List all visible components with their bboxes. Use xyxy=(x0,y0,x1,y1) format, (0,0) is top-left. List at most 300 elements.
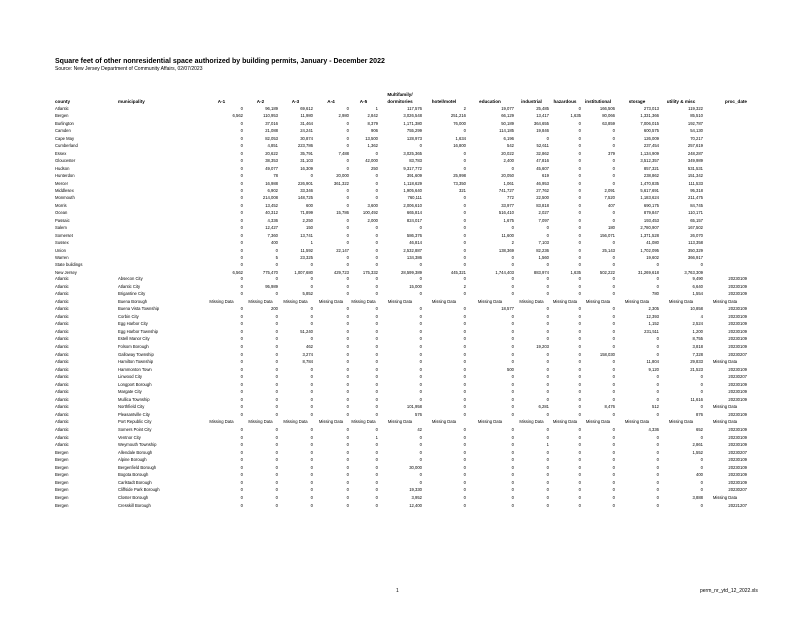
municipality-row-cell-utility: 0 xyxy=(700,457,703,463)
municipality-row-cell-proc-date: 20230109 xyxy=(728,479,747,485)
municipality-row-cell-proc-date: 20230109 xyxy=(728,434,747,440)
municipality-row-cell-utility: 6,640 xyxy=(692,283,703,289)
county-row-cell-a4: 0 xyxy=(346,135,349,141)
county-row-cell-a2: 4,851 xyxy=(267,143,278,149)
municipality-row-cell-a5: 0 xyxy=(375,313,378,319)
municipality-row-cell-a1: 0 xyxy=(240,479,243,485)
county-row-cell-a4: 0 xyxy=(346,165,349,171)
county-row-cell-industrial: 19,846 xyxy=(536,128,549,134)
municipality-row-cell-municipality: Bogota Borough xyxy=(118,472,149,478)
county-row-cell-county: Ocean xyxy=(55,210,68,216)
county-row-cell-a4: 0 xyxy=(346,106,349,111)
municipality-row-cell-a3: 0 xyxy=(310,411,313,417)
municipality-row-cell-a5: 0 xyxy=(375,404,378,410)
county-row-cell-institutional: 0 xyxy=(612,165,615,171)
municipality-row-cell-industrial: 0 xyxy=(546,381,549,387)
municipality-row-cell-education: 0 xyxy=(511,359,514,365)
municipality-row-cell-hotel: 0 xyxy=(463,411,466,417)
municipality-row-cell-hazardous: 0 xyxy=(578,479,581,485)
county-row-cell-county: Cumberland xyxy=(55,143,78,149)
column-header-industrial: industrial xyxy=(521,99,542,104)
municipality-row-cell-a3: 3,274 xyxy=(302,351,313,357)
document-title: Square feet of other nonresidential space authorized by building permits, January - December 2022 xyxy=(55,58,385,65)
county-row-cell-utility: 95,318 xyxy=(690,187,703,193)
municipality-row-cell-education: 0 xyxy=(511,396,514,402)
municipality-row-cell-a4: 0 xyxy=(346,396,349,402)
county-row-cell-a4: 0 xyxy=(346,262,349,268)
municipality-row-cell-a3: 462 xyxy=(306,343,313,349)
county-row-cell-industrial: 1,560 xyxy=(538,255,549,260)
municipality-row-cell-a2: 95,989 xyxy=(265,283,278,289)
county-row-cell-a4: 0 xyxy=(346,225,349,231)
county-row-cell-a2: 7,360 xyxy=(267,232,278,238)
municipality-row-cell-a4: Missing Data xyxy=(318,419,344,425)
county-row-cell-a2: 12,427 xyxy=(265,225,278,231)
municipality-row-cell-a5: 0 xyxy=(375,343,378,349)
municipality-row-cell-education: 0 xyxy=(511,276,514,281)
county-row-cell-a3: 30,874 xyxy=(300,135,313,141)
county-row-cell-utility: 54,130 xyxy=(690,128,703,134)
county-row-cell-a1: 0 xyxy=(240,195,243,201)
municipality-row-cell-storage: 512 xyxy=(652,404,659,410)
municipality-row-cell-hotel: Missing Data xyxy=(431,298,457,304)
county-row-cell-education: 50,189 xyxy=(501,120,514,126)
county-row-cell-a2: 214,008 xyxy=(262,195,278,201)
county-row-cell-a1: 0 xyxy=(240,173,243,179)
county-row-cell-multifamily: 1,905,640 xyxy=(403,187,422,193)
municipality-row-cell-education: 0 xyxy=(511,479,514,485)
municipality-row-cell-municipality: Folsom Borough xyxy=(118,343,149,349)
municipality-row-cell-a4: 0 xyxy=(346,502,349,508)
municipality-row-cell-a4: 0 xyxy=(346,487,349,493)
county-row-cell-a1: 0 xyxy=(240,165,243,171)
municipality-row-cell-municipality: Longport Borough xyxy=(118,381,152,387)
county-row-cell-hotel: 0 xyxy=(463,255,466,260)
county-row-cell-hazardous: 0 xyxy=(578,225,581,231)
county-row-cell-hotel: 0 xyxy=(463,262,466,268)
municipality-row-cell-a1: 0 xyxy=(240,374,243,380)
municipality-row-cell-institutional: 0 xyxy=(612,464,615,470)
municipality-row-cell-hazardous: 0 xyxy=(578,502,581,508)
municipality-row-cell-utility: 0 xyxy=(700,374,703,380)
county-row-cell-institutional: 180 xyxy=(608,225,615,231)
municipality-row-cell-a1: 0 xyxy=(240,321,243,327)
municipality-row-cell-utility: 4 xyxy=(700,313,703,319)
municipality-row-cell-a1: 0 xyxy=(240,404,243,410)
municipality-row-cell-a3: 0 xyxy=(310,381,313,387)
county-row-cell-multifamily: 665,814 xyxy=(406,210,422,216)
municipality-row-cell-institutional: 0 xyxy=(612,494,615,500)
county-row-cell-a3: 1,007,680 xyxy=(294,269,313,275)
county-row-cell-storage: 273,013 xyxy=(643,106,659,111)
municipality-row-cell-education: 0 xyxy=(511,494,514,500)
county-row-cell-utility: 113,358 xyxy=(688,240,703,246)
county-row-cell-education: 20,050 xyxy=(501,173,514,179)
county-row-cell-county: Sussex xyxy=(55,240,69,246)
municipality-row-cell-a4: 0 xyxy=(346,389,349,395)
municipality-row-cell-hazardous: 0 xyxy=(578,434,581,440)
municipality-row-cell-municipality: Egg Harbor Township xyxy=(118,328,158,334)
municipality-row-cell-multifamily: 576 xyxy=(415,411,422,417)
municipality-row-cell-institutional: 0 xyxy=(612,359,615,365)
county-row-cell-county: Warren xyxy=(55,255,69,260)
municipality-row-cell-a3: 8,784 xyxy=(302,359,313,365)
county-row-cell-multifamily: 1,118,629 xyxy=(403,180,422,186)
municipality-row-cell-a3: Missing Data xyxy=(283,298,308,304)
municipality-row-cell-hazardous: 0 xyxy=(578,283,581,289)
municipality-row-cell-multifamily: Missing Data xyxy=(387,419,413,425)
municipality-row-cell-education: 0 xyxy=(511,442,514,448)
county-row-cell-storage: 31,269,618 xyxy=(638,269,659,275)
municipality-row-cell-a5: 1 xyxy=(375,434,378,440)
municipality-row-cell-hotel: 0 xyxy=(463,276,466,281)
municipality-row-cell-a5: 0 xyxy=(375,283,378,289)
municipality-row-cell-a5: 0 xyxy=(375,502,378,508)
county-row-cell-a2: 5 xyxy=(275,255,278,260)
municipality-row-cell-hotel: 0 xyxy=(463,442,466,448)
county-row-cell-utility: 350,329 xyxy=(687,247,703,253)
municipality-row-cell-county: Bergen xyxy=(55,472,69,478)
county-row-cell-multifamily: 586,376 xyxy=(406,232,422,238)
county-row-cell-a2: 82,053 xyxy=(265,135,278,141)
municipality-row-cell-hotel: 0 xyxy=(463,366,466,372)
municipality-row-cell-storage: 0 xyxy=(656,336,659,342)
county-row-cell-education: 66,129 xyxy=(501,113,514,119)
municipality-row-cell-hazardous: 0 xyxy=(578,336,581,342)
municipality-row-cell-a2: 0 xyxy=(275,313,278,319)
municipality-row-cell-county: Atlantic xyxy=(55,411,69,417)
municipality-row-cell-industrial: 0 xyxy=(546,396,549,402)
county-row-cell-industrial: 45,607 xyxy=(536,165,549,171)
municipality-row-cell-hotel: 0 xyxy=(463,306,466,312)
municipality-row-cell-county: Atlantic xyxy=(55,351,69,357)
county-row-cell-county: Mercer xyxy=(55,180,69,186)
county-row-cell-storage: 600,575 xyxy=(643,128,659,134)
county-row-cell-a1: 0 xyxy=(240,150,243,156)
municipality-row-cell-a1: 0 xyxy=(240,291,243,297)
municipality-row-cell-a1: 0 xyxy=(240,449,243,455)
county-row-cell-industrial: 52,611 xyxy=(536,143,549,149)
municipality-row-cell-multifamily: 0 xyxy=(419,389,422,395)
municipality-row-cell-hazardous: 0 xyxy=(578,487,581,493)
municipality-row-cell-industrial: 0 xyxy=(546,464,549,470)
municipality-row-cell-county: Atlantic xyxy=(55,434,69,440)
municipality-row-cell-hotel: 0 xyxy=(463,381,466,387)
municipality-row-cell-a2: 0 xyxy=(275,321,278,327)
municipality-row-cell-a5: 0 xyxy=(375,374,378,380)
municipality-row-cell-proc-date: Missing Data xyxy=(712,359,738,365)
municipality-row-cell-a5: 0 xyxy=(375,366,378,372)
county-row-cell-hazardous: 1,635 xyxy=(570,269,581,275)
municipality-row-cell-municipality: Bergenfield Borough xyxy=(118,464,157,470)
county-row-cell-education: 114,185 xyxy=(499,128,514,134)
municipality-row-cell-a1: 0 xyxy=(240,442,243,448)
county-row-cell-hotel: 25,998 xyxy=(453,173,466,179)
county-row-cell-a4: 0 xyxy=(346,128,349,134)
county-row-cell-a2: 96,189 xyxy=(265,106,278,111)
municipality-row-cell-a1: 0 xyxy=(240,328,243,334)
county-row-cell-hotel: 0 xyxy=(463,128,466,134)
county-row-cell-a5: 42,000 xyxy=(365,158,378,164)
municipality-row-cell-hotel: 0 xyxy=(463,449,466,455)
municipality-row-cell-a2: 0 xyxy=(275,276,278,281)
county-row-cell-a1: 0 xyxy=(240,232,243,238)
county-row-cell-institutional: 0 xyxy=(612,128,615,134)
municipality-row-cell-a4: 0 xyxy=(346,381,349,387)
county-row-cell-education: 0 xyxy=(511,255,514,260)
municipality-row-cell-multifamily: 0 xyxy=(419,457,422,463)
municipality-row-cell-storage: 2,305 xyxy=(648,306,659,312)
municipality-row-cell-institutional: 0 xyxy=(612,427,615,432)
municipality-row-cell-municipality: Somers Point City xyxy=(118,427,152,432)
municipality-row-cell-a1: 0 xyxy=(240,359,243,365)
municipality-row-cell-multifamily: 0 xyxy=(419,291,422,297)
municipality-row-cell-municipality: Buena Vista Township xyxy=(118,306,160,312)
municipality-row-cell-industrial: 0 xyxy=(546,389,549,395)
municipality-row-cell-proc-date: 20230109 xyxy=(728,411,747,417)
municipality-row-cell-hazardous: 0 xyxy=(578,411,581,417)
county-row-cell-a1: 0 xyxy=(240,210,243,216)
column-header-proc-date: proc_date xyxy=(725,99,747,104)
municipality-row-cell-education: 0 xyxy=(511,404,514,410)
county-row-cell-hotel: 0 xyxy=(463,202,466,208)
municipality-row-cell-utility: 876 xyxy=(696,411,703,417)
county-row-cell-institutional: 2,091 xyxy=(604,187,615,193)
county-row-cell-a5: 250 xyxy=(371,165,378,171)
municipality-row-cell-storage: 0 xyxy=(656,449,659,455)
municipality-row-cell-a1: 0 xyxy=(240,434,243,440)
county-row-cell-a5: 0 xyxy=(375,240,378,246)
municipality-row-cell-education: 0 xyxy=(511,381,514,387)
municipality-row-cell-industrial: 0 xyxy=(546,359,549,365)
county-row-cell-utility: 211,475 xyxy=(688,195,703,201)
county-row-cell-institutional: 63,859 xyxy=(602,120,615,126)
county-row-cell-a5: 175,332 xyxy=(362,269,378,275)
municipality-row-cell-education: 0 xyxy=(511,321,514,327)
county-row-cell-utility: 110,171 xyxy=(688,210,703,216)
municipality-row-cell-hotel: 0 xyxy=(463,472,466,478)
county-row-cell-utility: 70,217 xyxy=(690,135,703,141)
county-row-cell-county: Salem xyxy=(55,225,67,231)
municipality-row-cell-institutional: 0 xyxy=(612,291,615,297)
county-row-cell-a3: 16,309 xyxy=(300,165,313,171)
county-row-cell-utility: 192,787 xyxy=(687,120,703,126)
municipality-row-cell-a1: 0 xyxy=(240,464,243,470)
county-row-cell-a1: 0 xyxy=(240,106,243,111)
municipality-row-cell-storage: 0 xyxy=(656,343,659,349)
municipality-row-cell-municipality: Ventnor City xyxy=(118,434,141,440)
county-row-cell-hazardous: 0 xyxy=(578,120,581,126)
municipality-row-cell-proc-date: 20230109 xyxy=(728,464,747,470)
county-row-cell-institutional: 0 xyxy=(612,173,615,179)
municipality-row-cell-a4: 0 xyxy=(346,351,349,357)
county-row-cell-industrial: 0 xyxy=(546,225,549,231)
municipality-row-cell-institutional: 0 xyxy=(612,336,615,342)
county-row-cell-industrial: 25,485 xyxy=(536,106,549,111)
municipality-row-cell-storage: 0 xyxy=(656,457,659,463)
county-row-cell-hotel: 0 xyxy=(463,150,466,156)
county-row-cell-a3: 24,241 xyxy=(300,128,313,134)
municipality-row-cell-a2: 0 xyxy=(275,502,278,508)
municipality-row-cell-proc-date: 20230109 xyxy=(728,321,747,327)
county-row-cell-hotel: 321 xyxy=(459,187,466,193)
municipality-row-cell-municipality: Absecon City xyxy=(118,276,143,281)
county-row-cell-education: 1,675 xyxy=(503,217,514,223)
municipality-row-cell-storage: 231,511 xyxy=(644,328,659,334)
county-row-cell-multifamily: 3,025,365 xyxy=(403,150,422,156)
municipality-row-cell-hotel: 0 xyxy=(463,313,466,319)
municipality-row-cell-hotel: 0 xyxy=(463,336,466,342)
municipality-row-cell-a3: 0 xyxy=(310,487,313,493)
municipality-row-cell-education: 0 xyxy=(511,502,514,508)
county-row-cell-hotel: 251,216 xyxy=(450,113,466,119)
municipality-row-cell-institutional: 0 xyxy=(612,381,615,387)
municipality-row-cell-county: Atlantic xyxy=(55,359,69,365)
municipality-row-cell-a4: 0 xyxy=(346,343,349,349)
municipality-row-cell-storage: 11,804 xyxy=(646,359,659,365)
county-row-cell-multifamily: 3,026,548 xyxy=(403,113,422,119)
county-row-cell-hotel: 445,321 xyxy=(450,269,466,275)
municipality-row-cell-storage: 0 xyxy=(656,442,659,448)
county-row-cell-multifamily: 760,111 xyxy=(407,195,422,201)
county-row-cell-education: 33,977 xyxy=(501,202,514,208)
county-row-cell-institutional: 379 xyxy=(608,150,615,156)
county-row-cell-a3: 33,346 xyxy=(300,187,313,193)
county-row-cell-a2: 110,953 xyxy=(263,113,278,119)
county-row-cell-a3: 13,741 xyxy=(300,232,313,238)
municipality-row-cell-industrial: 0 xyxy=(546,411,549,417)
municipality-row-cell-hotel: 0 xyxy=(463,343,466,349)
municipality-row-cell-hotel: 0 xyxy=(463,389,466,395)
county-row-cell-education: 741,727 xyxy=(498,187,514,193)
county-row-cell-multifamily: 0 xyxy=(419,262,422,268)
municipality-row-cell-proc-date: 20230109 xyxy=(728,343,747,349)
municipality-row-cell-hazardous: 0 xyxy=(578,494,581,500)
county-row-cell-a1: 0 xyxy=(240,217,243,223)
county-row-cell-hotel: 0 xyxy=(463,232,466,238)
county-row-cell-industrial: 46,953 xyxy=(536,180,549,186)
municipality-row-cell-a5: Missing Data xyxy=(351,298,376,304)
municipality-row-cell-education: 0 xyxy=(511,389,514,395)
municipality-row-cell-county: Atlantic xyxy=(55,283,69,289)
municipality-row-cell-utility: 0 xyxy=(700,502,703,508)
county-row-cell-storage: 1,371,528 xyxy=(640,232,659,238)
municipality-row-cell-proc-date: Missing Data xyxy=(712,298,738,304)
municipality-row-cell-proc-date: 20221207 xyxy=(728,502,747,508)
municipality-row-cell-hazardous: 0 xyxy=(578,321,581,327)
municipality-row-cell-utility: 1,200 xyxy=(692,328,703,334)
municipality-row-cell-hotel: 0 xyxy=(463,374,466,380)
municipality-row-cell-institutional: 0 xyxy=(612,479,615,485)
municipality-row-cell-education: Missing Data xyxy=(477,419,503,425)
municipality-row-cell-multifamily: 42 xyxy=(417,427,422,432)
municipality-row-cell-county: Bergen xyxy=(55,502,69,508)
county-row-cell-education: 1,744,403 xyxy=(495,269,514,275)
county-row-cell-multifamily: 117,576 xyxy=(407,106,422,111)
county-row-cell-a3: 31,464 xyxy=(300,120,313,126)
municipality-row-cell-county: Atlantic xyxy=(55,328,69,334)
municipality-row-cell-proc-date: 20230207 xyxy=(728,351,747,357)
municipality-row-cell-industrial: 0 xyxy=(546,494,549,500)
municipality-row-cell-multifamily: 101,958 xyxy=(406,404,422,410)
municipality-row-cell-municipality: Northfield City xyxy=(118,404,145,410)
county-row-cell-utility: 26,070 xyxy=(690,232,703,238)
county-row-cell-a2: 40,312 xyxy=(265,210,278,216)
municipality-row-cell-county: Atlantic xyxy=(55,291,69,297)
municipality-row-cell-storage: 0 xyxy=(656,464,659,470)
municipality-row-cell-hotel: 0 xyxy=(463,487,466,493)
county-row-cell-a5: 0 xyxy=(375,232,378,238)
county-row-cell-institutional: 7,520 xyxy=(604,195,615,201)
municipality-row-cell-municipality: Port Republic City xyxy=(118,419,152,425)
municipality-row-cell-proc-date: 20230109 xyxy=(728,396,747,402)
municipality-row-cell-multifamily: 0 xyxy=(419,442,422,448)
municipality-row-cell-hotel: 0 xyxy=(463,457,466,463)
column-header-education: education xyxy=(479,99,501,104)
county-row-cell-storage: 7,006,015 xyxy=(640,120,659,126)
municipality-row-cell-a2: 0 xyxy=(275,396,278,402)
municipality-row-cell-a4: 0 xyxy=(346,336,349,342)
municipality-row-cell-hazardous: 0 xyxy=(578,366,581,372)
county-row-cell-education: 2 xyxy=(511,240,514,246)
municipality-row-cell-proc-date: 20230109 xyxy=(728,427,747,432)
municipality-row-cell-a3: 0 xyxy=(310,479,313,485)
county-row-cell-a1: 0 xyxy=(240,262,243,268)
county-row-cell-education: 6,196 xyxy=(503,135,514,141)
county-row-cell-a3: 223,786 xyxy=(297,143,313,149)
municipality-row-cell-education: 0 xyxy=(511,351,514,357)
municipality-row-cell-industrial: 0 xyxy=(546,502,549,508)
municipality-row-cell-a2: 0 xyxy=(275,359,278,365)
column-header-multifamily-line1: Multifamily/ xyxy=(387,92,413,97)
municipality-row-cell-utility: 1,552 xyxy=(692,449,703,455)
document-source: Source: New Jersey Department of Community Affairs, 02/07/2023 xyxy=(55,66,203,72)
municipality-row-cell-a2: 0 xyxy=(275,479,278,485)
municipality-row-cell-education: 0 xyxy=(511,374,514,380)
county-row-cell-county: Union xyxy=(55,247,66,253)
municipality-row-cell-utility: 1,554 xyxy=(692,291,703,297)
municipality-row-cell-a4: 0 xyxy=(346,434,349,440)
municipality-row-cell-industrial: 0 xyxy=(546,351,549,357)
municipality-row-cell-hazardous: 0 xyxy=(578,449,581,455)
county-row-cell-hazardous: 0 xyxy=(578,150,581,156)
municipality-row-cell-a4: 0 xyxy=(346,479,349,485)
municipality-row-cell-institutional: 8,476 xyxy=(604,404,615,410)
municipality-row-cell-a1: 0 xyxy=(240,487,243,493)
municipality-row-cell-institutional: 0 xyxy=(612,449,615,455)
county-row-cell-education: 138,369 xyxy=(498,247,514,253)
municipality-row-cell-a3: 0 xyxy=(310,434,313,440)
county-row-cell-a5: 0 xyxy=(375,195,378,201)
municipality-row-cell-multifamily: 0 xyxy=(419,321,422,327)
county-row-cell-county: Gloucester xyxy=(55,158,76,164)
county-row-cell-industrial: 0 xyxy=(546,135,549,141)
municipality-row-cell-hotel: 0 xyxy=(463,502,466,508)
municipality-row-cell-municipality: Hamilton Township xyxy=(118,359,154,365)
county-row-cell-a4: 0 xyxy=(346,217,349,223)
county-row-cell-multifamily: 0 xyxy=(419,143,422,149)
county-row-cell-hotel: 0 xyxy=(463,158,466,164)
county-row-cell-storage: 1,134,909 xyxy=(640,150,659,156)
county-row-cell-a4: 361,322 xyxy=(333,180,349,186)
county-row-cell-institutional: 0 xyxy=(612,180,615,186)
column-header-a4: A-4 xyxy=(327,99,335,104)
municipality-row-cell-a5: 0 xyxy=(375,449,378,455)
county-row-cell-a3: 31,103 xyxy=(300,158,313,164)
municipality-row-cell-a5: 0 xyxy=(375,336,378,342)
county-row-cell-utility: 65,157 xyxy=(690,217,703,223)
county-row-cell-a3: 0 xyxy=(310,262,313,268)
